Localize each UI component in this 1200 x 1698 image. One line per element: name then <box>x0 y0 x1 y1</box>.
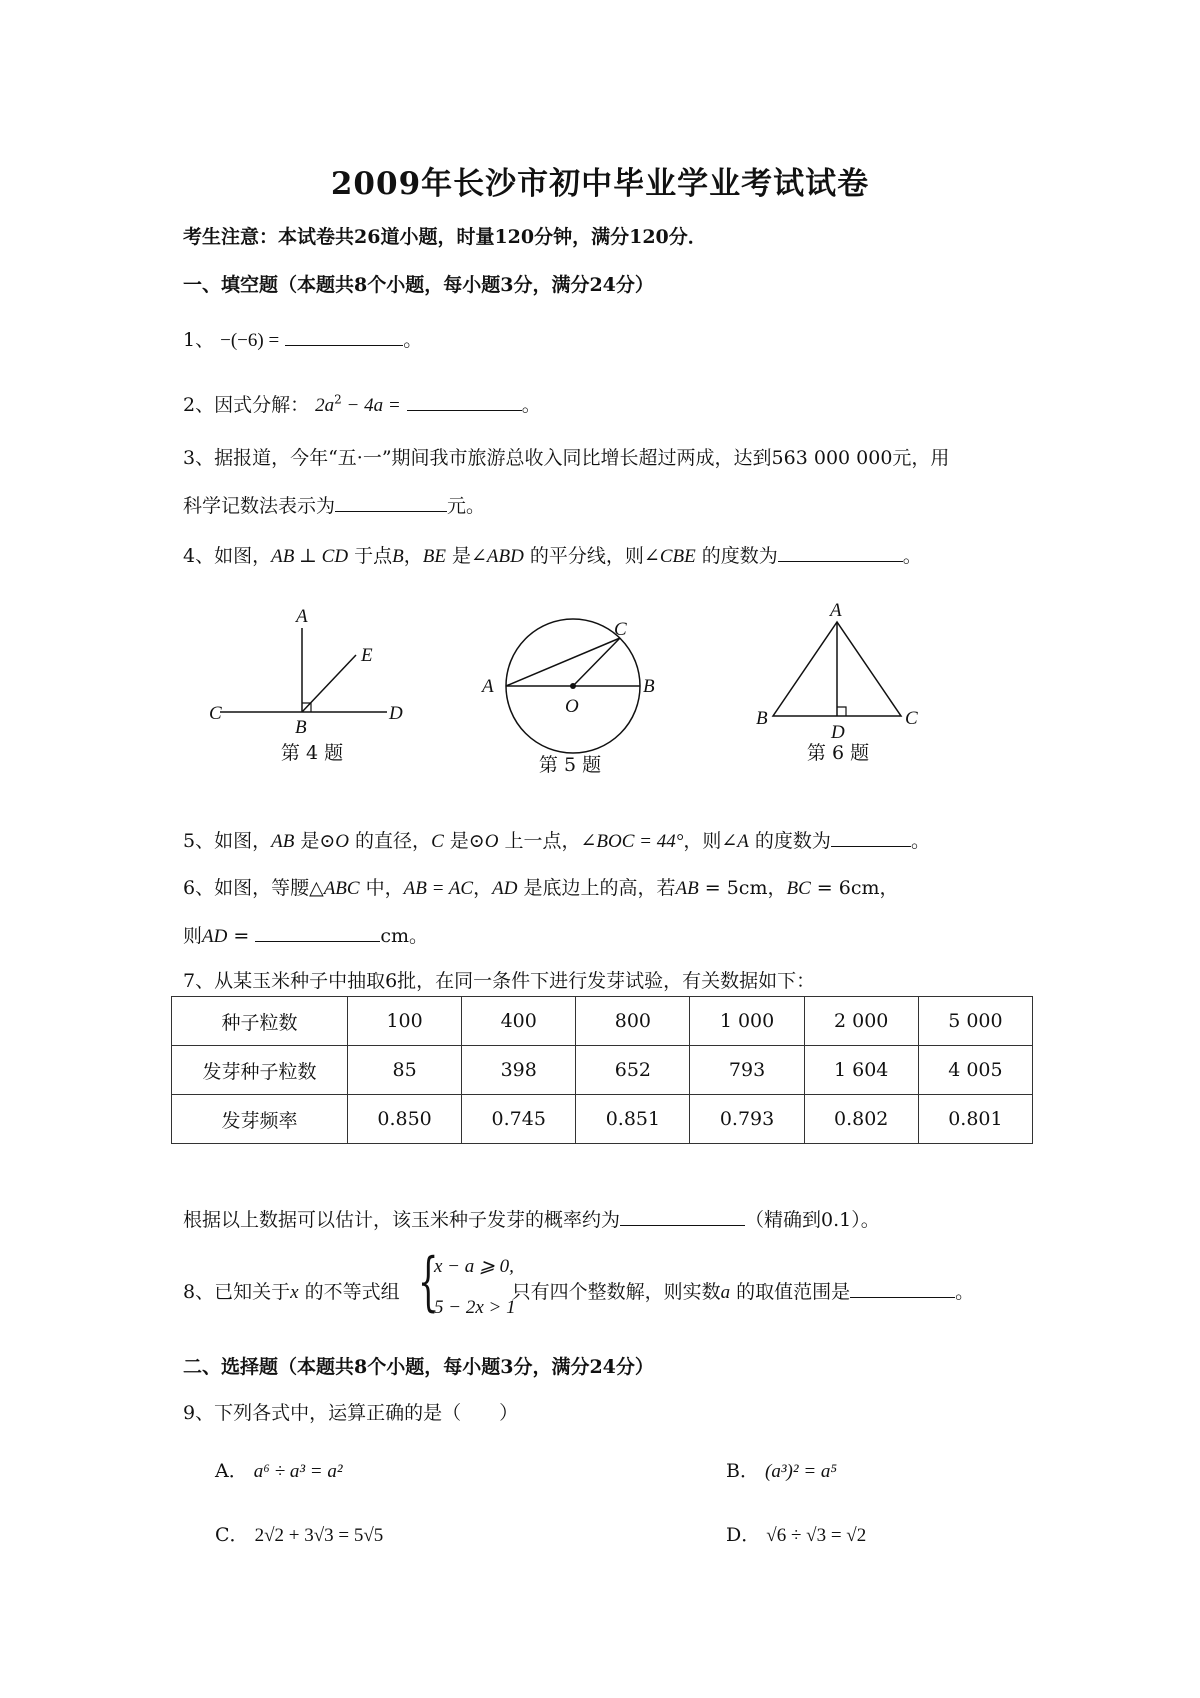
germination-table <box>171 996 1033 1144</box>
answer-blank[interactable] <box>831 827 911 847</box>
table-row-header: 种子粒数 <box>172 997 348 1046</box>
radius-oc <box>573 638 620 686</box>
table-cell: 0.801 <box>918 1095 1032 1144</box>
label-c: C <box>209 703 222 724</box>
table-cell: 793 <box>690 1046 804 1095</box>
question-4: 4、如图，AB ⊥ CD 于点B，BE 是∠ABD 的平分线，则∠CBE 的度数为 。 <box>183 541 922 568</box>
table-cell: 5 000 <box>918 997 1032 1046</box>
answer-blank[interactable] <box>285 326 403 346</box>
inequality-1: x − a ⩾ 0, <box>434 1256 514 1277</box>
answer-blank[interactable] <box>407 391 522 411</box>
answer-blank[interactable] <box>778 542 903 562</box>
answer-blank[interactable] <box>620 1206 745 1226</box>
table-cell: 0.745 <box>462 1095 576 1144</box>
label-b: B <box>756 708 768 729</box>
right-angle-mark <box>837 707 846 716</box>
table-cell: 400 <box>462 997 576 1046</box>
label-b: B <box>643 676 655 697</box>
figure-4-caption: 第 4 题 <box>280 742 344 764</box>
question-9: 9、下列各式中，运算正确的是（ ） <box>183 1402 519 1424</box>
table-cell: 398 <box>462 1046 576 1095</box>
question-3-line-2: 科学记数法表示为 元。 <box>183 491 485 518</box>
question-1: 1、 −(−6) = 。 <box>183 325 422 352</box>
chord-ac <box>506 638 620 686</box>
table-cell: 100 <box>348 997 462 1046</box>
answer-blank[interactable] <box>850 1278 955 1298</box>
question-6-line-1: 6、如图，等腰△ABC 中，AB = AC，AD 是底边上的高，若AB = 5cm，BC = 6cm， <box>183 877 899 899</box>
question-7: 7、从某玉米种子中抽取6批，在同一条件下进行发芽试验，有关数据如下： <box>183 970 816 992</box>
table-cell: 800 <box>576 997 690 1046</box>
table-cell: 1 604 <box>804 1046 918 1095</box>
inequality-2: 5 − 2x > 1 <box>434 1297 516 1318</box>
answer-blank[interactable] <box>255 922 380 942</box>
figure-5 <box>482 616 668 766</box>
table-cell: 85 <box>348 1046 462 1095</box>
question-6-line-2: 则AD = cm。 <box>183 921 428 948</box>
label-e: E <box>361 645 373 666</box>
table-row <box>172 1046 1033 1095</box>
label-d: D <box>831 722 845 743</box>
answer-blank[interactable] <box>335 492 447 512</box>
label-d: D <box>389 703 403 724</box>
question-8: 8、已知关于x 的不等式组 只有四个整数解，则实数a 的取值范围是 。 <box>183 1277 974 1304</box>
label-a: A <box>296 606 308 627</box>
table-row <box>172 997 1033 1046</box>
table-row <box>172 1095 1033 1144</box>
table-row-header: 发芽频率 <box>172 1095 348 1144</box>
figure-5-caption: 第 5 题 <box>538 754 602 776</box>
exam-notice: 考生注意：本试卷共26道小题，时量120分钟，满分120分． <box>183 226 707 248</box>
section-1-heading: 一、填空题（本题共8个小题，每小题3分，满分24分） <box>183 274 654 296</box>
section-2-heading: 二、选择题（本题共8个小题，每小题3分，满分24分） <box>183 1356 654 1378</box>
table-cell: 4 005 <box>918 1046 1032 1095</box>
option-a[interactable]: A． a⁶ ÷ a³ = a² <box>215 1460 343 1482</box>
page-title: 2009年长沙市初中毕业学业考试试卷 <box>330 166 870 202</box>
label-b: B <box>295 717 307 738</box>
system-brace: { <box>418 1245 439 1319</box>
question-5: 5、如图，AB 是⊙O 的直径，C 是⊙O 上一点，∠BOC = 44°，则∠A 的度数为 。 <box>183 826 930 853</box>
question-7-conclusion: 根据以上数据可以估计，该玉米种子发芽的概率约为 （精确到0.1）。 <box>183 1205 880 1232</box>
option-b[interactable]: B． (a³)² = a⁵ <box>726 1460 837 1482</box>
figure-6 <box>745 600 925 743</box>
table-cell: 0.793 <box>690 1095 804 1144</box>
option-d[interactable]: D． √6 ÷ √3 = √2 <box>726 1524 867 1546</box>
table-cell: 0.850 <box>348 1095 462 1144</box>
table-row-header: 发芽种子粒数 <box>172 1046 348 1095</box>
table-cell: 2 000 <box>804 997 918 1046</box>
option-c[interactable]: C． 2√2 + 3√3 = 5√5 <box>215 1524 384 1546</box>
label-c: C <box>614 619 627 640</box>
label-c: C <box>905 708 918 729</box>
label-a: A <box>830 600 842 621</box>
question-2: 2、因式分解： $2a^2 - 4a$ = 。 <box>183 392 541 416</box>
table-cell: 1 000 <box>690 997 804 1046</box>
table-cell: 0.802 <box>804 1095 918 1144</box>
table-cell: 0.851 <box>576 1095 690 1144</box>
label-o: O <box>565 696 579 717</box>
question-3-line-1: 3、据报道，今年“五·一”期间我市旅游总收入同比增长超过两成，达到563 000 000元，用 <box>183 447 950 469</box>
table-cell: 652 <box>576 1046 690 1095</box>
figure-4 <box>200 600 420 738</box>
center-point <box>570 683 576 689</box>
label-a: A <box>482 676 494 697</box>
figure-6-caption: 第 6 题 <box>806 742 870 764</box>
